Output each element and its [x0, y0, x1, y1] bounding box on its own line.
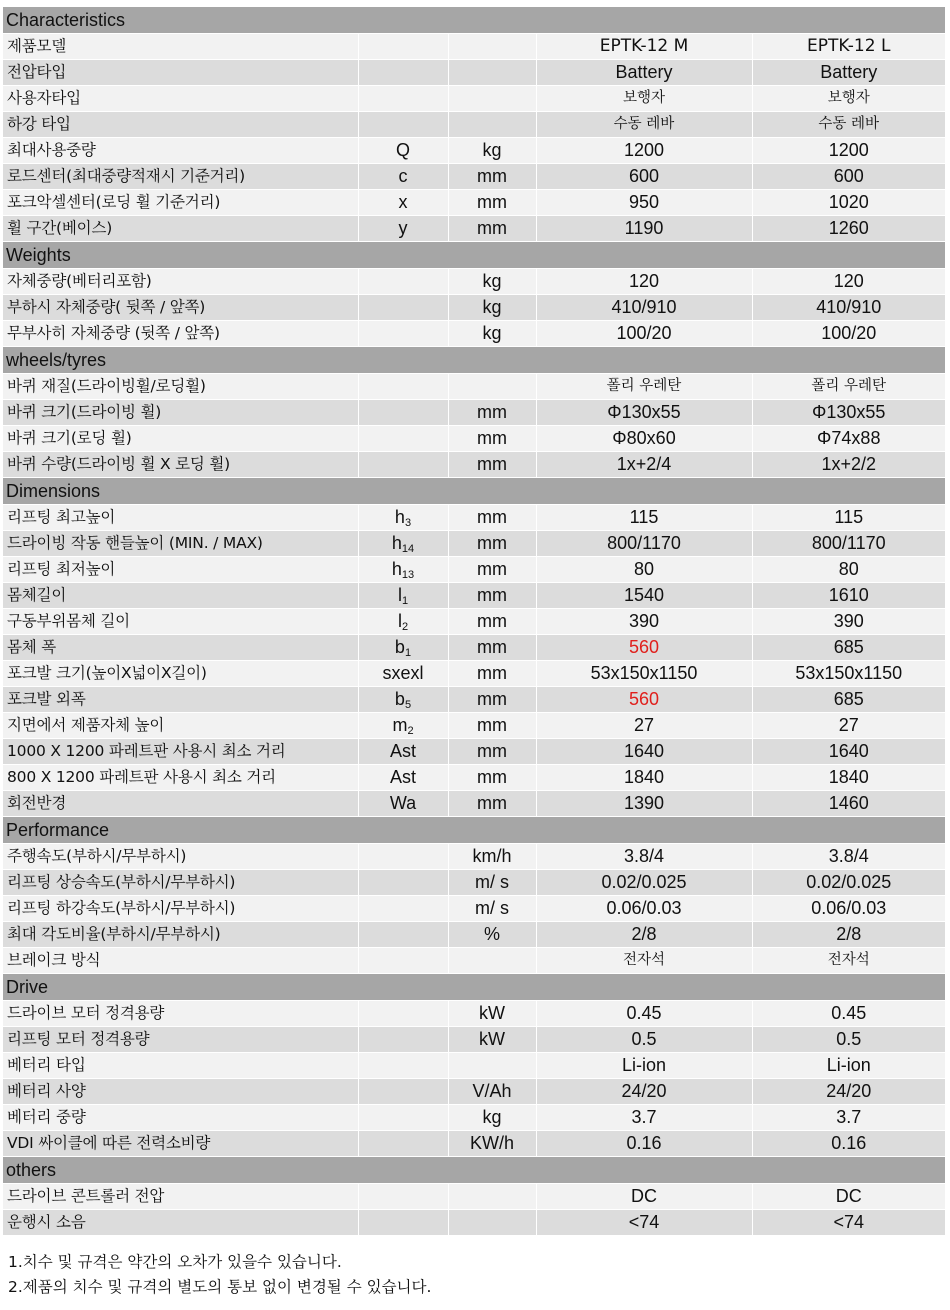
value-eptk-12-m: 1540	[536, 583, 752, 609]
value-eptk-12-l: Battery	[752, 60, 945, 86]
table-row	[3, 505, 945, 531]
table-row	[3, 295, 945, 321]
spec-unit	[448, 374, 536, 400]
spec-symbol	[358, 295, 448, 321]
section-header	[3, 242, 945, 269]
spec-symbol	[358, 269, 448, 295]
value-eptk-12-l: 전자석	[752, 948, 945, 974]
spec-symbol	[358, 557, 448, 583]
spec-unit	[448, 1210, 536, 1236]
spec-symbol	[358, 609, 448, 635]
spec-symbol	[358, 635, 448, 661]
spec-unit: mm	[448, 713, 536, 739]
spec-label: 회전반경	[3, 791, 358, 817]
spec-unit	[448, 34, 536, 60]
value-eptk-12-m: 1390	[536, 791, 752, 817]
spec-label: 휠 구간(베이스)	[3, 216, 358, 242]
spec-symbol	[358, 216, 448, 242]
value-eptk-12-l: 보행자	[752, 86, 945, 112]
spec-symbol	[358, 922, 448, 948]
value-eptk-12-l: 1610	[752, 583, 945, 609]
value-eptk-12-m: DC	[536, 1184, 752, 1210]
spec-unit: km/h	[448, 844, 536, 870]
spec-table	[3, 7, 945, 1236]
spec-symbol-subscript: 2	[401, 621, 409, 633]
section-title: Dimensions	[3, 478, 945, 505]
spec-unit: KW/h	[448, 1131, 536, 1157]
table-row	[3, 60, 945, 86]
value-eptk-12-m: Φ80x60	[536, 426, 752, 452]
spec-label: 1000 X 1200 파레트판 사용시 최소 거리	[3, 739, 358, 765]
spec-label: 최대 각도비율(부하시/무부하시)	[3, 922, 358, 948]
spec-symbol-text: l	[397, 611, 402, 631]
table-row	[3, 321, 945, 347]
spec-label: 포크악셀센터(로딩 휠 기준거리)	[3, 190, 358, 216]
spec-symbol	[358, 86, 448, 112]
spec-unit: mm	[448, 687, 536, 713]
section-title: wheels/tyres	[3, 347, 945, 374]
table-row	[3, 190, 945, 216]
spec-unit	[448, 1053, 536, 1079]
spec-symbol	[358, 321, 448, 347]
table-row	[3, 452, 945, 478]
value-eptk-12-l: 53x150x1150	[752, 661, 945, 687]
table-row	[3, 34, 945, 60]
value-eptk-12-l: 1200	[752, 138, 945, 164]
section-title: Drive	[3, 974, 945, 1001]
spec-unit: mm	[448, 426, 536, 452]
spec-label: 리프팅 최저높이	[3, 557, 358, 583]
spec-symbol-subscript: 14	[401, 543, 415, 555]
value-eptk-12-m: 0.5	[536, 1027, 752, 1053]
spec-symbol-text: Ast	[389, 741, 416, 761]
spec-symbol	[358, 870, 448, 896]
table-row	[3, 635, 945, 661]
spec-unit: mm	[448, 452, 536, 478]
spec-label: 무부사히 자체중량 (뒷쪽 / 앞쪽)	[3, 321, 358, 347]
spec-unit: mm	[448, 791, 536, 817]
spec-label: 바퀴 크기(로딩 휠)	[3, 426, 358, 452]
spec-unit: mm	[448, 583, 536, 609]
value-eptk-12-m: 수동 레바	[536, 112, 752, 138]
spec-label: 바퀴 재질(드라이빙휠/로딩휠)	[3, 374, 358, 400]
spec-symbol-text: h	[391, 559, 402, 579]
spec-label: 리프팅 하강속도(부하시/무부하시)	[3, 896, 358, 922]
spec-label: 브레이크 방식	[3, 948, 358, 974]
table-row	[3, 138, 945, 164]
spec-unit: kg	[448, 295, 536, 321]
table-row	[3, 1105, 945, 1131]
spec-symbol	[358, 687, 448, 713]
table-row	[3, 531, 945, 557]
value-eptk-12-l: 폴리 우레탄	[752, 374, 945, 400]
value-eptk-12-l: 600	[752, 164, 945, 190]
section-title: others	[3, 1157, 945, 1184]
spec-label: 몸체 폭	[3, 635, 358, 661]
spec-symbol-subscript: 5	[404, 699, 412, 711]
value-eptk-12-l: 120	[752, 269, 945, 295]
section-title: Performance	[3, 817, 945, 844]
value-eptk-12-m: 53x150x1150	[536, 661, 752, 687]
spec-unit: mm	[448, 557, 536, 583]
value-eptk-12-m: 0.06/0.03	[536, 896, 752, 922]
value-eptk-12-l: 0.16	[752, 1131, 945, 1157]
spec-label: 베터리 사양	[3, 1079, 358, 1105]
spec-symbol	[358, 452, 448, 478]
spec-unit	[448, 86, 536, 112]
value-eptk-12-l: 1260	[752, 216, 945, 242]
spec-unit: kg	[448, 269, 536, 295]
value-eptk-12-m: 120	[536, 269, 752, 295]
table-row	[3, 687, 945, 713]
spec-label: 자체중량(베터리포함)	[3, 269, 358, 295]
value-eptk-12-l: 1020	[752, 190, 945, 216]
spec-unit: kW	[448, 1001, 536, 1027]
table-row	[3, 896, 945, 922]
table-row	[3, 739, 945, 765]
spec-symbol	[358, 400, 448, 426]
table-row	[3, 1210, 945, 1236]
table-row	[3, 164, 945, 190]
spec-symbol	[358, 34, 448, 60]
table-row	[3, 844, 945, 870]
value-eptk-12-m: 3.8/4	[536, 844, 752, 870]
spec-label: 구동부위몸체 길이	[3, 609, 358, 635]
value-eptk-12-l: 2/8	[752, 922, 945, 948]
spec-symbol-subscript: 2	[407, 725, 414, 737]
spec-unit: mm	[448, 531, 536, 557]
spec-symbol	[358, 1131, 448, 1157]
footnote-2: 2.제품의 치수 및 규격의 별도의 통보 없이 변경될 수 있습니다.	[8, 1278, 432, 1296]
value-eptk-12-m: 560	[536, 635, 752, 661]
value-eptk-12-m: 115	[536, 505, 752, 531]
spec-unit	[448, 1184, 536, 1210]
spec-symbol	[358, 765, 448, 791]
spec-symbol	[358, 844, 448, 870]
spec-symbol-text: b	[394, 637, 405, 657]
value-eptk-12-m: 27	[536, 713, 752, 739]
table-row	[3, 609, 945, 635]
value-eptk-12-m: 1x+2/4	[536, 452, 752, 478]
table-row	[3, 1001, 945, 1027]
spec-label: 베터리 중량	[3, 1105, 358, 1131]
spec-unit: V/Ah	[448, 1079, 536, 1105]
spec-unit: kg	[448, 1105, 536, 1131]
spec-label: 바퀴 수량(드라이빙 휠 X 로딩 휠)	[3, 452, 358, 478]
value-eptk-12-m: 전자석	[536, 948, 752, 974]
spec-symbol	[358, 948, 448, 974]
spec-sheet	[3, 7, 945, 1236]
spec-symbol-text: Q	[395, 140, 410, 160]
value-eptk-12-m: 2/8	[536, 922, 752, 948]
value-eptk-12-l: 0.45	[752, 1001, 945, 1027]
spec-symbol	[358, 112, 448, 138]
spec-symbol	[358, 1079, 448, 1105]
value-eptk-12-l: EPTK-12 L	[752, 34, 945, 60]
value-eptk-12-m: 100/20	[536, 321, 752, 347]
spec-label: 하강 타입	[3, 112, 358, 138]
spec-symbol	[358, 583, 448, 609]
value-eptk-12-l: 80	[752, 557, 945, 583]
value-eptk-12-l: 100/20	[752, 321, 945, 347]
value-eptk-12-m: 0.45	[536, 1001, 752, 1027]
table-row	[3, 713, 945, 739]
value-eptk-12-l: 수동 레바	[752, 112, 945, 138]
value-eptk-12-l: 115	[752, 505, 945, 531]
section-title: Weights	[3, 242, 945, 269]
table-row	[3, 1079, 945, 1105]
spec-symbol-text: b	[394, 689, 405, 709]
spec-symbol-text: sxexl	[382, 663, 424, 683]
spec-label: 리프팅 상승속도(부하시/무부하시)	[3, 870, 358, 896]
spec-symbol-subscript: 13	[401, 569, 415, 581]
value-eptk-12-m: EPTK-12 M	[536, 34, 752, 60]
spec-symbol-text: l	[397, 585, 402, 605]
value-eptk-12-l: 1x+2/2	[752, 452, 945, 478]
spec-unit: m/ s	[448, 870, 536, 896]
spec-symbol-text: Ast	[389, 767, 416, 787]
spec-symbol-text: h	[394, 507, 405, 527]
value-eptk-12-l: 24/20	[752, 1079, 945, 1105]
value-eptk-12-l: DC	[752, 1184, 945, 1210]
value-eptk-12-l: <74	[752, 1210, 945, 1236]
table-row	[3, 374, 945, 400]
spec-symbol-text: y	[398, 218, 408, 238]
table-row	[3, 1184, 945, 1210]
value-eptk-12-l: Φ130x55	[752, 400, 945, 426]
spec-symbol	[358, 1210, 448, 1236]
spec-symbol	[358, 1105, 448, 1131]
value-eptk-12-m: Battery	[536, 60, 752, 86]
table-row	[3, 112, 945, 138]
spec-symbol	[358, 138, 448, 164]
spec-symbol	[358, 896, 448, 922]
spec-label: 포크발 외폭	[3, 687, 358, 713]
spec-symbol-text: h	[391, 533, 402, 553]
spec-label: 드라이브 콘트롤러 전압	[3, 1184, 358, 1210]
table-row	[3, 765, 945, 791]
spec-unit: mm	[448, 190, 536, 216]
spec-label: 800 X 1200 파레트판 사용시 최소 거리	[3, 765, 358, 791]
spec-symbol	[358, 190, 448, 216]
value-eptk-12-l: 390	[752, 609, 945, 635]
value-eptk-12-m: 폴리 우레탄	[536, 374, 752, 400]
spec-unit: mm	[448, 765, 536, 791]
spec-unit: mm	[448, 661, 536, 687]
value-eptk-12-m: 보행자	[536, 86, 752, 112]
spec-symbol-text: c	[398, 166, 408, 186]
section-header	[3, 478, 945, 505]
table-row	[3, 1053, 945, 1079]
spec-unit: kW	[448, 1027, 536, 1053]
spec-unit: m/ s	[448, 896, 536, 922]
spec-label: 리프팅 모터 정격용량	[3, 1027, 358, 1053]
spec-symbol	[358, 1184, 448, 1210]
table-row	[3, 216, 945, 242]
value-eptk-12-m: 600	[536, 164, 752, 190]
spec-unit: kg	[448, 321, 536, 347]
spec-label: 전압타입	[3, 60, 358, 86]
section-header	[3, 7, 945, 34]
spec-unit	[448, 112, 536, 138]
table-row	[3, 1131, 945, 1157]
spec-label: 드라이브 모터 정격용량	[3, 1001, 358, 1027]
value-eptk-12-m: Φ130x55	[536, 400, 752, 426]
spec-label: 로드센터(최대중량적재시 기준거리)	[3, 164, 358, 190]
section-header	[3, 817, 945, 844]
table-row	[3, 948, 945, 974]
value-eptk-12-m: 0.02/0.025	[536, 870, 752, 896]
spec-symbol	[358, 164, 448, 190]
spec-symbol	[358, 1053, 448, 1079]
value-eptk-12-m: 24/20	[536, 1079, 752, 1105]
spec-label: VDI 싸이클에 따른 전력소비량	[3, 1131, 358, 1157]
spec-unit: mm	[448, 164, 536, 190]
spec-symbol	[358, 1027, 448, 1053]
spec-label: 바퀴 크기(드라이빙 휠)	[3, 400, 358, 426]
value-eptk-12-l: Li-ion	[752, 1053, 945, 1079]
table-row	[3, 791, 945, 817]
table-row	[3, 557, 945, 583]
value-eptk-12-l: 1640	[752, 739, 945, 765]
spec-label: 포크발 크기(높이X넓이X길이)	[3, 661, 358, 687]
spec-symbol-text: x	[398, 192, 408, 212]
value-eptk-12-l: 685	[752, 687, 945, 713]
spec-unit: kg	[448, 138, 536, 164]
spec-label: 지면에서 제품자체 높이	[3, 713, 358, 739]
value-eptk-12-m: 1840	[536, 765, 752, 791]
spec-symbol-text: Wa	[389, 793, 417, 813]
value-eptk-12-l: 685	[752, 635, 945, 661]
value-eptk-12-m: 1200	[536, 138, 752, 164]
value-eptk-12-l: 27	[752, 713, 945, 739]
spec-symbol	[358, 505, 448, 531]
spec-unit: mm	[448, 400, 536, 426]
table-row	[3, 426, 945, 452]
value-eptk-12-l: 1840	[752, 765, 945, 791]
value-eptk-12-l: 0.02/0.025	[752, 870, 945, 896]
spec-unit: mm	[448, 216, 536, 242]
value-eptk-12-l: 3.8/4	[752, 844, 945, 870]
table-row	[3, 269, 945, 295]
spec-symbol	[358, 739, 448, 765]
value-eptk-12-m: 80	[536, 557, 752, 583]
table-row	[3, 86, 945, 112]
spec-unit	[448, 948, 536, 974]
section-title: Characteristics	[3, 7, 945, 34]
spec-symbol	[358, 1001, 448, 1027]
spec-symbol	[358, 713, 448, 739]
table-row	[3, 1027, 945, 1053]
section-header	[3, 974, 945, 1001]
spec-label: 몸체길이	[3, 583, 358, 609]
spec-label: 베터리 타입	[3, 1053, 358, 1079]
spec-unit: mm	[448, 635, 536, 661]
value-eptk-12-l: 3.7	[752, 1105, 945, 1131]
spec-label: 제품모델	[3, 34, 358, 60]
value-eptk-12-m: Li-ion	[536, 1053, 752, 1079]
value-eptk-12-m: 800/1170	[536, 531, 752, 557]
section-header	[3, 1157, 945, 1184]
value-eptk-12-m: 1640	[536, 739, 752, 765]
spec-symbol	[358, 60, 448, 86]
spec-symbol	[358, 426, 448, 452]
spec-label: 최대사용중량	[3, 138, 358, 164]
spec-symbol	[358, 791, 448, 817]
spec-symbol-subscript: 3	[404, 517, 412, 529]
table-row	[3, 870, 945, 896]
value-eptk-12-m: <74	[536, 1210, 752, 1236]
spec-label: 운행시 소음	[3, 1210, 358, 1236]
value-eptk-12-m: 0.16	[536, 1131, 752, 1157]
table-row	[3, 661, 945, 687]
value-eptk-12-l: 800/1170	[752, 531, 945, 557]
section-header	[3, 347, 945, 374]
spec-symbol-subscript: 1	[401, 595, 409, 607]
value-eptk-12-l: 0.5	[752, 1027, 945, 1053]
spec-unit: mm	[448, 739, 536, 765]
spec-symbol-subscript: 1	[404, 647, 412, 659]
footnote-1: 1.치수 및 규격은 약간의 오차가 있을수 있습니다.	[8, 1253, 342, 1271]
value-eptk-12-l: 1460	[752, 791, 945, 817]
spec-unit	[448, 60, 536, 86]
footnotes	[8, 1250, 431, 1300]
spec-symbol	[358, 374, 448, 400]
value-eptk-12-m: 1190	[536, 216, 752, 242]
table-row	[3, 400, 945, 426]
value-eptk-12-m: 3.7	[536, 1105, 752, 1131]
spec-symbol-text: m	[392, 715, 408, 735]
spec-label: 리프팅 최고높이	[3, 505, 358, 531]
spec-unit: %	[448, 922, 536, 948]
spec-symbol	[358, 531, 448, 557]
spec-label: 드라이빙 작동 핸들높이 (MIN. / MAX)	[3, 531, 358, 557]
spec-unit: mm	[448, 505, 536, 531]
spec-label: 주행속도(부하시/무부하시)	[3, 844, 358, 870]
table-row	[3, 922, 945, 948]
spec-label: 사용자타입	[3, 86, 358, 112]
value-eptk-12-l: Φ74x88	[752, 426, 945, 452]
value-eptk-12-l: 410/910	[752, 295, 945, 321]
spec-symbol	[358, 661, 448, 687]
value-eptk-12-m: 410/910	[536, 295, 752, 321]
spec-label: 부하시 자체중량( 뒷쪽 / 앞쪽)	[3, 295, 358, 321]
value-eptk-12-m: 560	[536, 687, 752, 713]
value-eptk-12-l: 0.06/0.03	[752, 896, 945, 922]
value-eptk-12-m: 390	[536, 609, 752, 635]
spec-unit: mm	[448, 609, 536, 635]
value-eptk-12-m: 950	[536, 190, 752, 216]
table-row	[3, 583, 945, 609]
